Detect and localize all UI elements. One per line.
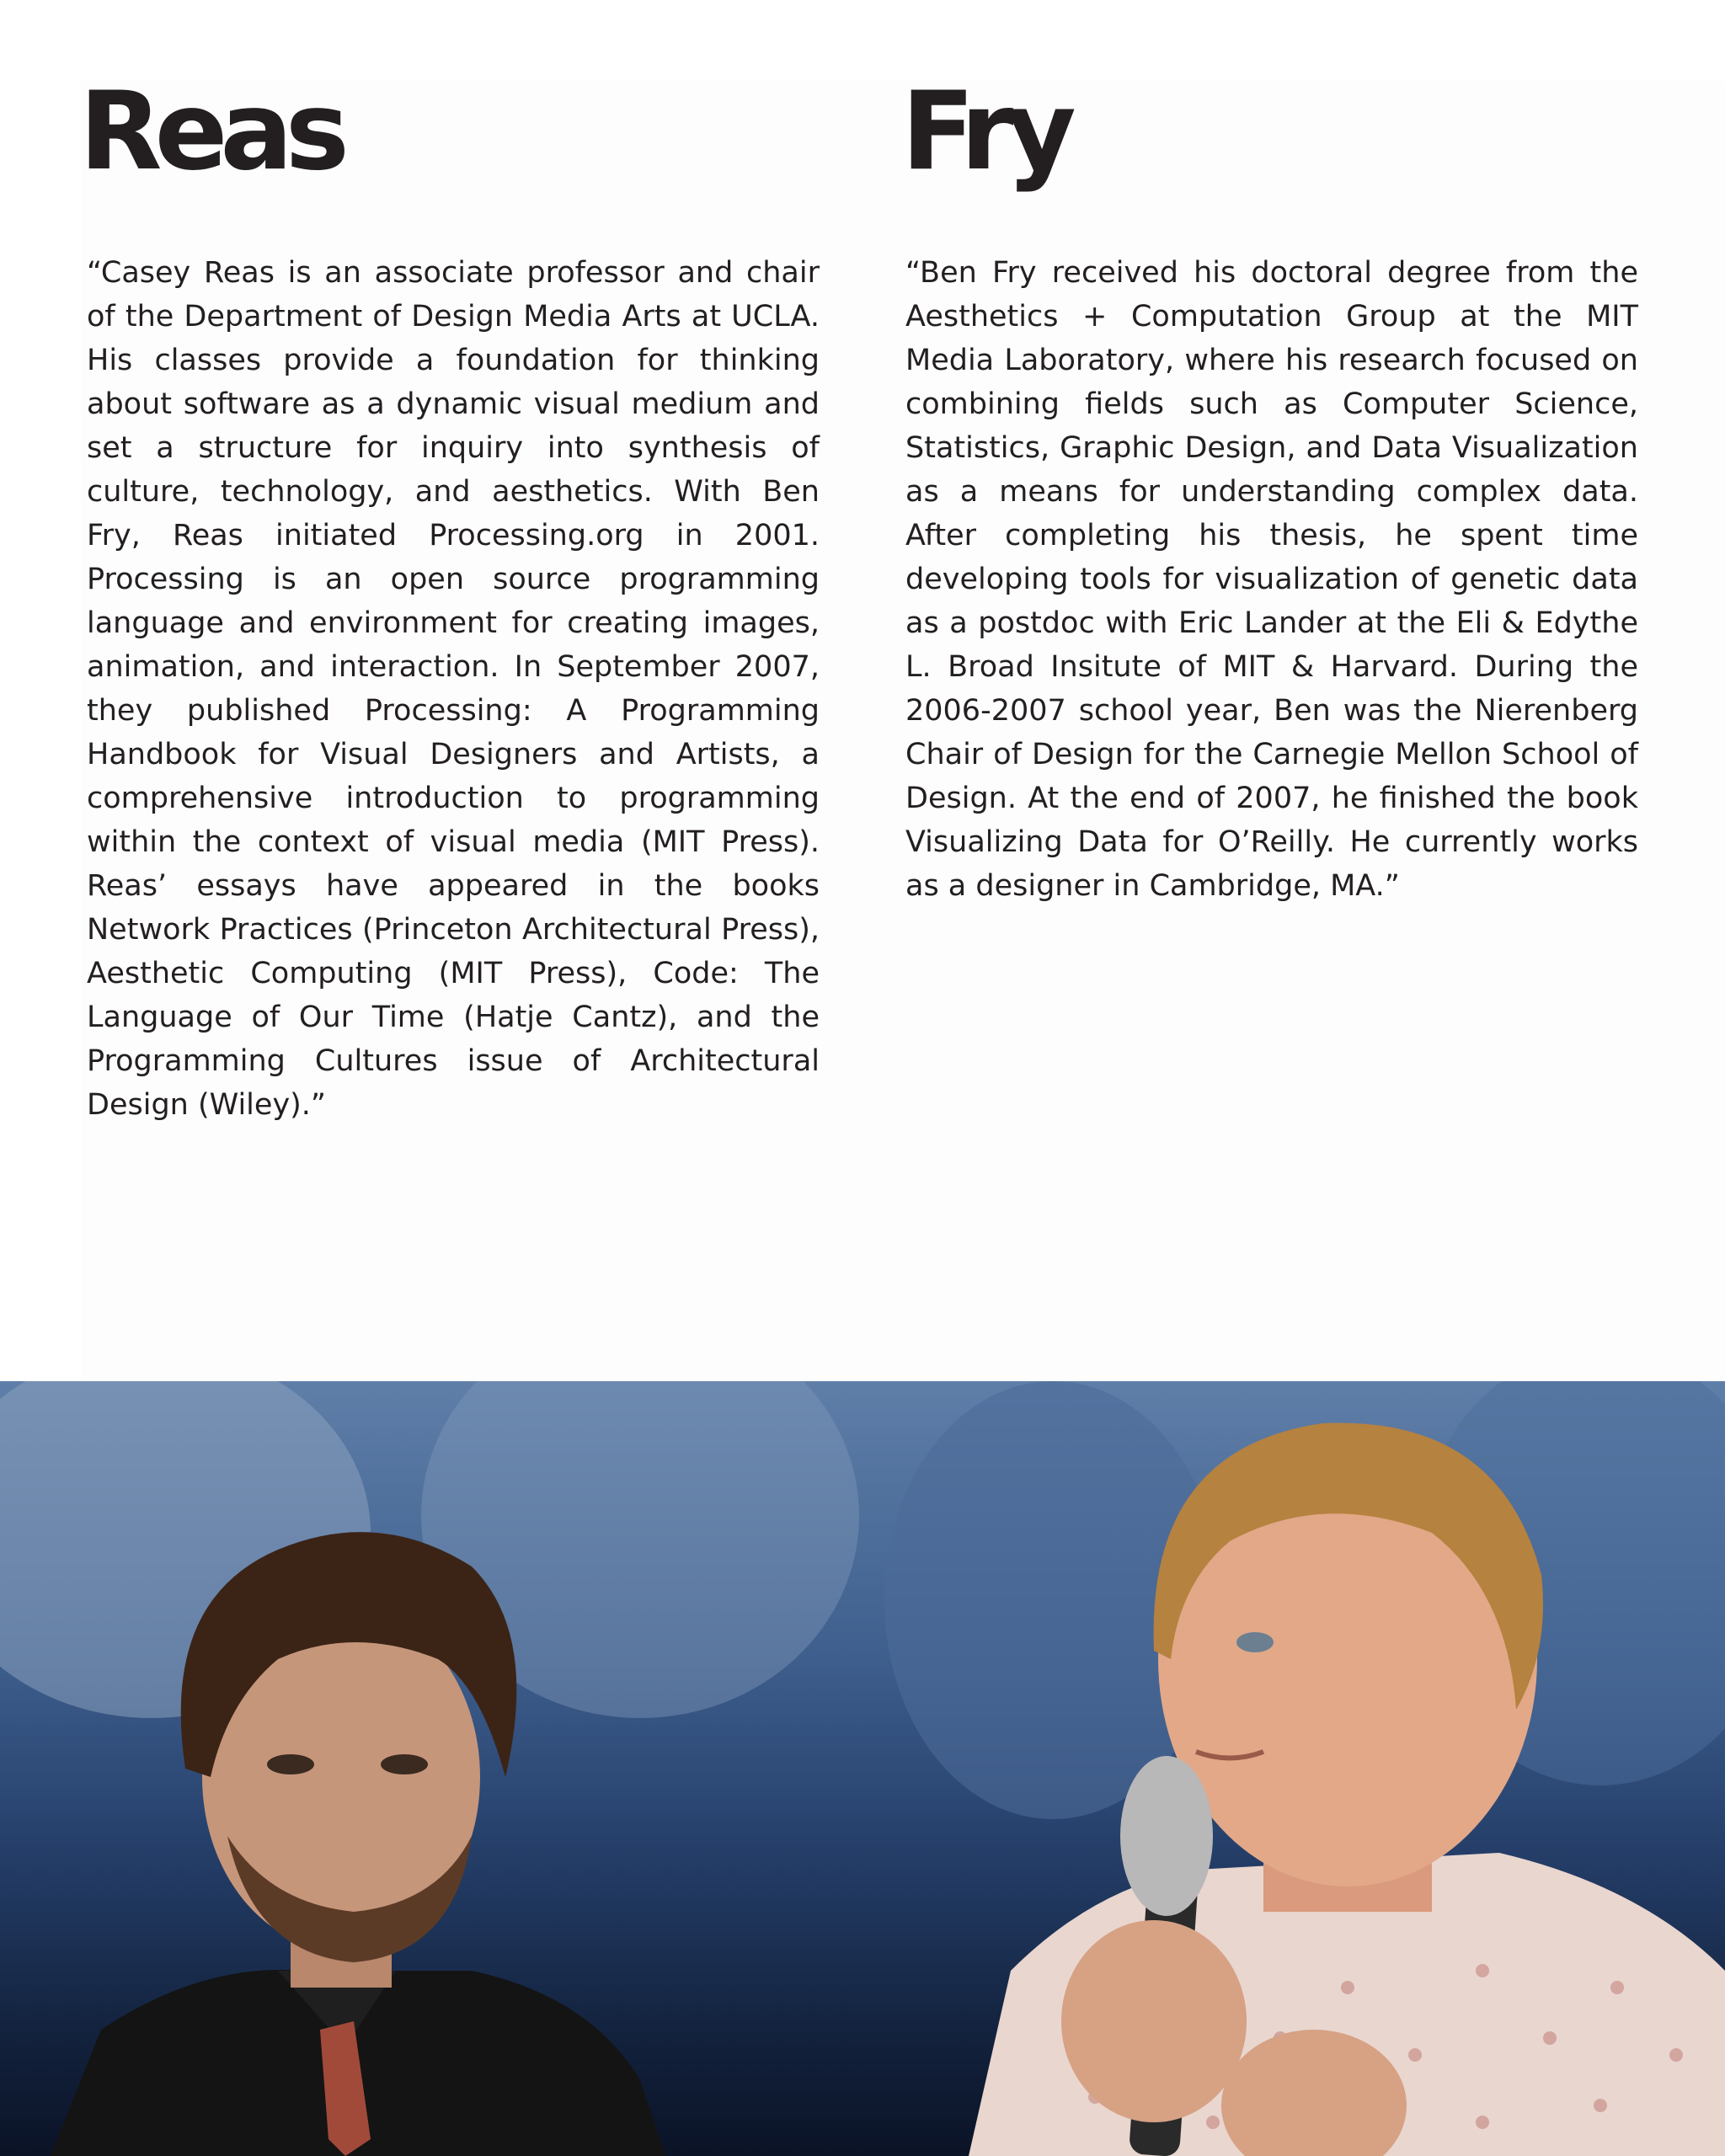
fry-heading: Fry <box>901 69 1069 195</box>
photo-illustration <box>0 1381 1725 2156</box>
fry-bio: “Ben Fry received his doctoral degree from the Aesthetics + Computation Group at the MIT Media Laboratory, where his research focused on combining fields such as Computer Science, Statistics, Graphic Design, and Data Visualization as a means for understanding complex data. After completing his thesis, he spent time developing tools for visualization of genetic data as a postdoc with Eric Lander at the Eli & Edythe L. Broad Insitute of MIT & Harvard. During the 2006-2007 school year, Ben was the Nierenberg Chair of Design for the Carnegie Mellon School of Design. At the end of 2007, he finished the book Visualizing Data for O’Reilly. He currently works as a designer in Cambridge, MA.” <box>905 256 1638 903</box>
reas-bio: “Casey Reas is an associate professor and chair of the Department of Design Media Arts at UCLA. His classes provide a foundation for thinking about software as a dynamic visual medium and set a structure for inquiry into synthesis of culture, technology, and aesthetics. With Ben Fry, Reas initiated Processing.org in 2001. Processing is an open source programming language and environment for creating images, animation, and interaction. In September 2007, they published Processing: A Programming Handbook for Visual Designers and Artists, a comprehensive introduction to programming within the context of visual media (MIT Press). Reas’ essays have appeared in the books Network Practices (Princeton Architectural Press), Aesthetic Computing (MIT Press), Code: The Language of Our Time (Hatje Cantz), and the Programming Cultures issue of Architectural Design (Wiley).” <box>87 256 820 1122</box>
portrait-photo <box>0 1381 1725 2156</box>
reas-heading: Reas <box>79 69 342 195</box>
